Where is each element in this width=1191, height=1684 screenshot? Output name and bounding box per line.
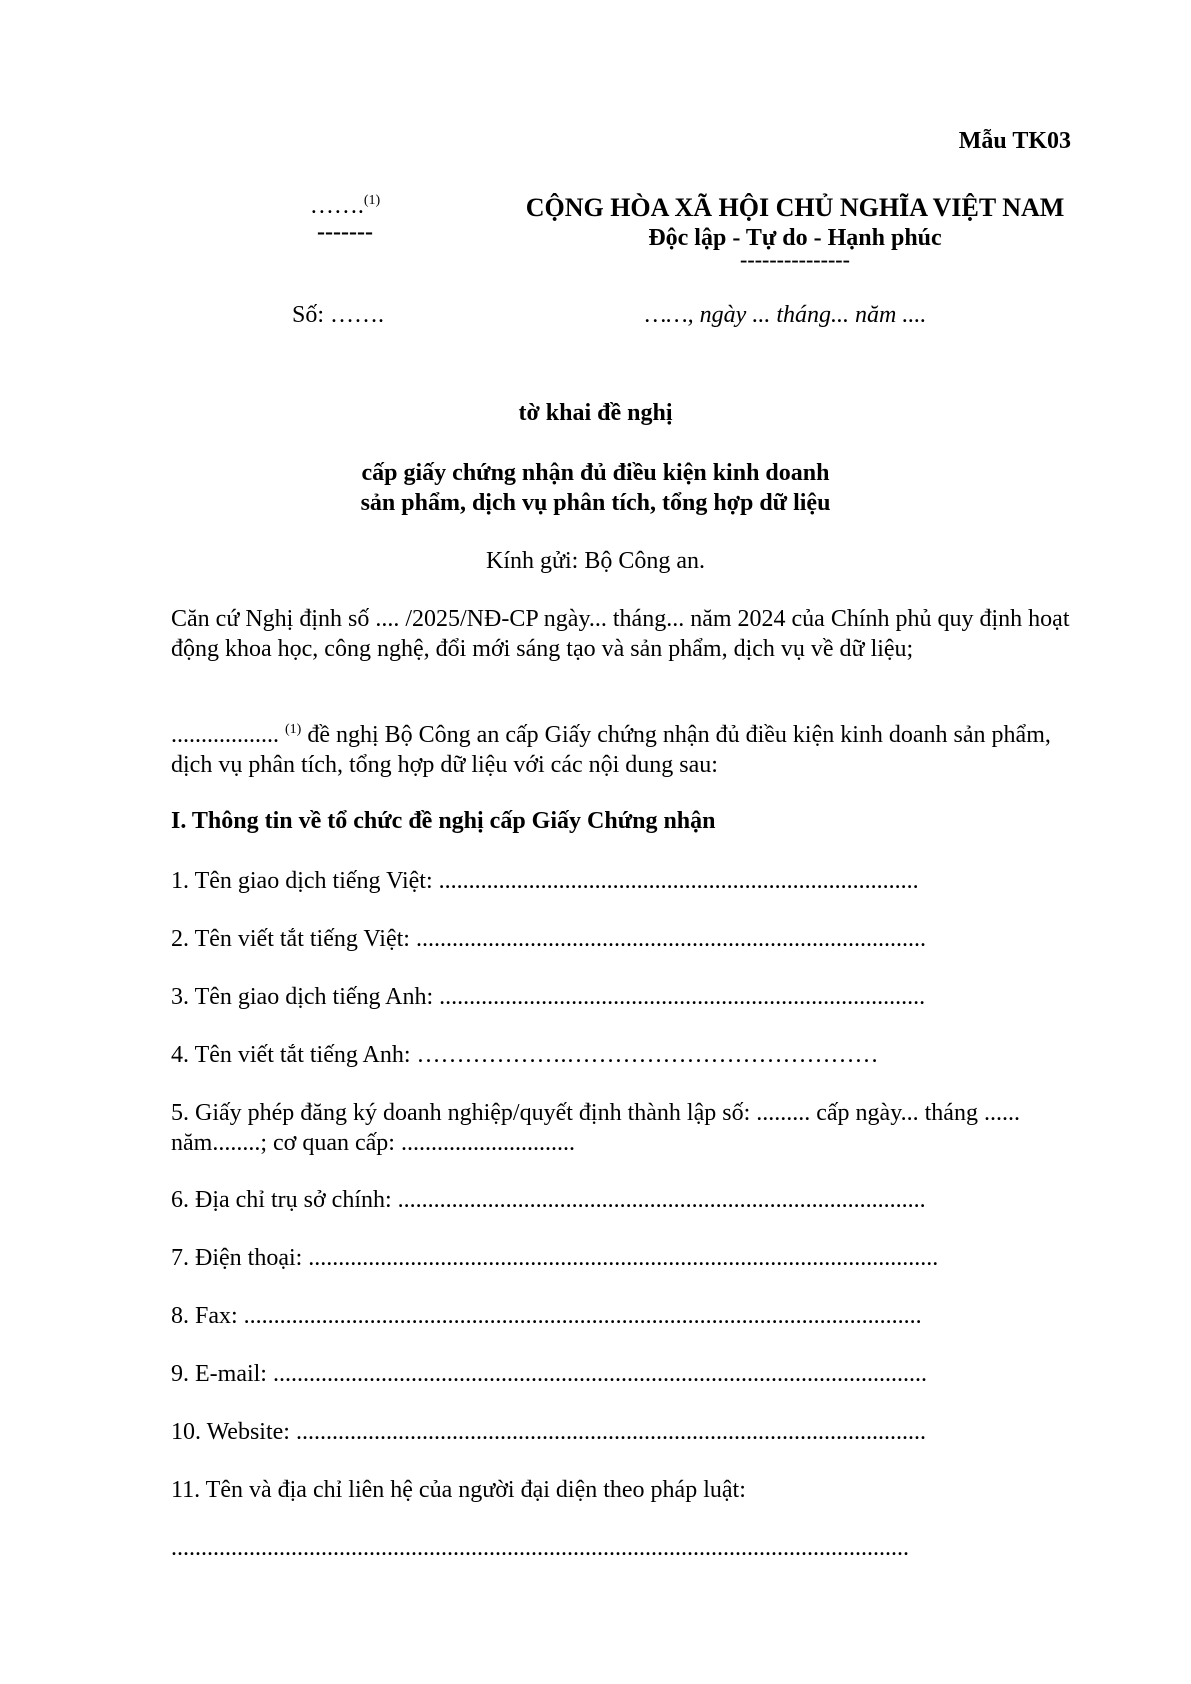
form-code: Mẫu TK03 — [958, 128, 1071, 154]
request-paragraph — [171, 720, 1071, 780]
field-vietnamese-trade-name: 1. Tên giao dịch tiếng Việt: ................................................................................ — [171, 868, 919, 894]
recipient: Kính gửi: Bộ Công an. — [485, 548, 705, 574]
org-divider: ------- — [317, 219, 373, 245]
section-heading: I. Thông tin về tổ chức đề nghị cấp Giấy Chứng nhận — [171, 808, 716, 834]
field-email: 9. E-mail: ............................................................................................................. — [171, 1361, 927, 1387]
issuing-organization-block — [260, 193, 430, 245]
field-head-office-address: 6. Địa chỉ trụ sở chính: ........................................................................................ — [171, 1187, 926, 1213]
document-number: Số: ……. — [292, 302, 385, 328]
org-footnote-marker: (1) — [363, 193, 381, 208]
subtitle-line-1: cấp giấy chứng nhận đủ điều kiện kinh doanh — [361, 460, 830, 486]
field-legal-representative-blank: ........................................................................................................................... — [171, 1535, 909, 1561]
field-legal-representative: 11. Tên và địa chỉ liên hệ của người đại diện theo pháp luật: — [171, 1477, 746, 1503]
subtitle-line-2: sản phẩm, dịch vụ phân tích, tổng hợp dữ liệu — [360, 490, 831, 516]
document-date: ……, ngày ... tháng... năm .... — [645, 302, 927, 328]
field-phone: 7. Điện thoại: ......................................................................................................... — [171, 1245, 939, 1271]
field-vietnamese-abbreviation: 2. Tên viết tắt tiếng Việt: ..................................................................................... — [171, 926, 926, 952]
nation-motto: Độc lập - Tự do - Hạnh phúc — [648, 225, 942, 251]
request-text: đề nghị Bộ Công an cấp Giấy chứng nhận đủ điều kiện kinh doanh sản phẩm, dịch vụ phân tích, tổng hợp dữ liệu với các nội dung sau: — [171, 722, 1051, 778]
document-subtitle — [0, 458, 1191, 518]
field-business-license: 5. Giấy phép đăng ký doanh nghiệp/quyết định thành lập số: ......... cấp ngày... tháng ...... năm........; cơ quan cấp: ............................. — [171, 1100, 1020, 1156]
document-title: tờ khai đề nghị — [518, 400, 673, 426]
nation-title: CỘNG HÒA XÃ HỘI CHỦ NGHĨA VIỆT NAM — [525, 193, 1065, 222]
field-website: 10. Website: ......................................................................................................... — [171, 1419, 926, 1445]
field-english-trade-name: 3. Tên giao dịch tiếng Anh: ................................................................................. — [171, 984, 926, 1010]
org-name-placeholder: ……. — [309, 193, 364, 219]
request-org-placeholder: .................. — [171, 722, 279, 748]
nation-divider: --------------- — [740, 247, 850, 272]
legal-basis-paragraph: Căn cứ Nghị định số .... /2025/NĐ-CP ngày... tháng... năm 2024 của Chính phủ quy định hoạt động khoa học, công nghệ, đổi mới sáng tạo và sản phẩm, dịch vụ về dữ liệu; — [171, 606, 1070, 662]
field-fax: 8. Fax: ................................................................................................................. — [171, 1303, 922, 1329]
field-english-abbreviation: 4. Tên viết tắt tiếng Anh: ……………….………………………………… — [171, 1042, 879, 1068]
request-footnote-marker: (1) — [285, 722, 302, 737]
national-header — [520, 193, 1070, 272]
